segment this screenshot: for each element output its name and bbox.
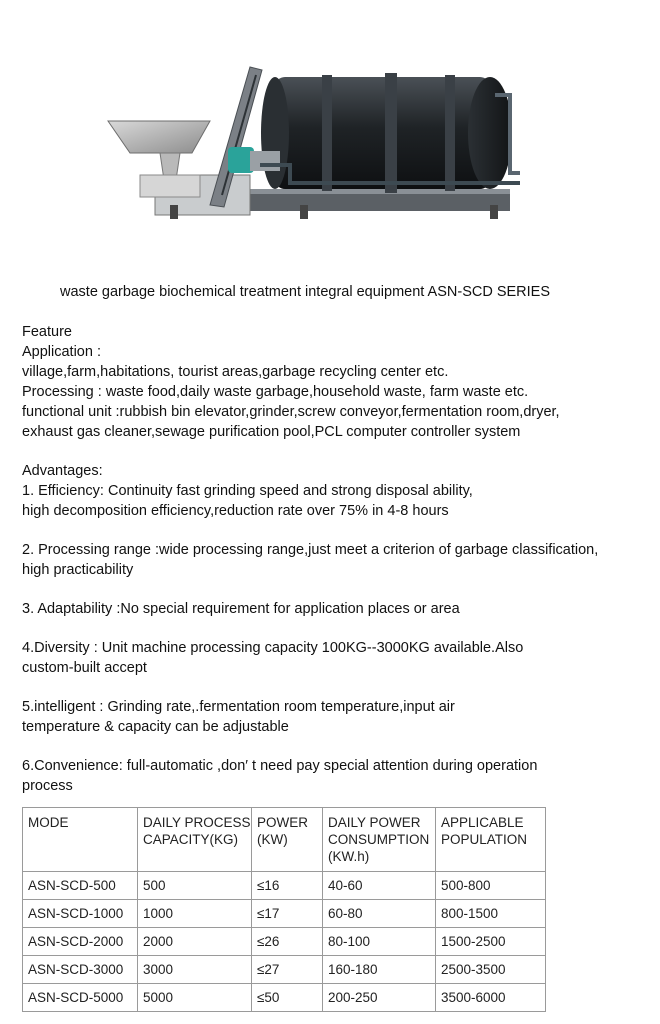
cell-consumption: 80-100 (323, 928, 436, 956)
cell-capacity: 3000 (138, 956, 252, 984)
cell-capacity: 5000 (138, 984, 252, 1012)
cell-population: 800-1500 (436, 900, 546, 928)
cell-population: 3500-6000 (436, 984, 546, 1012)
header-applicable-population: APPLICABLE POPULATION (436, 808, 546, 872)
cell-power: ≤27 (252, 956, 323, 984)
advantage-1-line-2: high decomposition efficiency,reduction rate over 75% in 4-8 hours (22, 503, 449, 519)
cell-capacity: 500 (138, 872, 252, 900)
fermentation-tank (275, 77, 490, 189)
application-heading: Application : (22, 344, 101, 360)
equipment-illustration (100, 55, 530, 220)
header-mode: MODE (23, 808, 138, 872)
cell-mode: ASN-SCD-3000 (23, 956, 138, 984)
table-row (23, 984, 546, 1012)
advantage-4-line-1: 4.Diversity : Unit machine processing capacity 100KG--3000KG available.Also (22, 640, 524, 656)
advantages-heading: Advantages: (22, 463, 103, 479)
product-caption: waste garbage biochemical treatment integral equipment ASN-SCD SERIES (60, 284, 551, 300)
cell-mode: ASN-SCD-5000 (23, 984, 138, 1012)
application-places: village,farm,habitations, tourist areas,garbage recycling center etc. (22, 364, 449, 380)
spec-table-header-row (23, 808, 546, 872)
cell-consumption: 200-250 (323, 984, 436, 1012)
cell-population: 2500-3500 (436, 956, 546, 984)
cell-mode: ASN-SCD-2000 (23, 928, 138, 956)
advantage-1-line-1: 1. Efficiency: Continuity fast grinding speed and strong disposal ability, (22, 483, 473, 499)
table-row (23, 872, 546, 900)
feature-heading: Feature (22, 324, 72, 340)
advantage-2-line-2: high practicability (22, 562, 134, 578)
functional-unit-line-2: exhaust gas cleaner,sewage purification pool,PCL computer controller system (22, 424, 521, 440)
cell-power: ≤16 (252, 872, 323, 900)
advantage-2-line-1: 2. Processing range :wide processing range,just meet a criterion of garbage classification, (22, 542, 599, 558)
cell-power: ≤17 (252, 900, 323, 928)
advantage-3: 3. Adaptability :No special requirement for application places or area (22, 601, 460, 617)
header-power: POWER (KW) (252, 808, 323, 872)
advantage-4-line-2: custom-built accept (22, 660, 147, 676)
cell-power: ≤50 (252, 984, 323, 1012)
processing-line: Processing : waste food,daily waste garbage,household waste, farm waste etc. (22, 384, 529, 400)
advantage-5-line-2: temperature & capacity can be adjustable (22, 719, 289, 735)
functional-unit-line-1: functional unit :rubbish bin elevator,grinder,screw conveyor,fermentation room,dryer, (22, 404, 560, 420)
cell-capacity: 2000 (138, 928, 252, 956)
cell-mode: ASN-SCD-500 (23, 872, 138, 900)
cell-population: 1500-2500 (436, 928, 546, 956)
advantage-6-line-1: 6.Convenience: full-automatic ,don′ t need pay special attention during operation (22, 758, 538, 774)
spec-table (22, 807, 546, 1012)
header-daily-process-capacity: DAILY PROCESS CAPACITY(KG) (138, 808, 252, 872)
feature-description (22, 322, 652, 796)
advantage-6-line-2: process (22, 778, 73, 794)
cell-consumption: 40-60 (323, 872, 436, 900)
cell-consumption: 160-180 (323, 956, 436, 984)
cell-consumption: 60-80 (323, 900, 436, 928)
cell-capacity: 1000 (138, 900, 252, 928)
cell-power: ≤26 (252, 928, 323, 956)
table-row (23, 900, 546, 928)
cell-population: 500-800 (436, 872, 546, 900)
grinder-hopper (108, 121, 210, 153)
table-row (23, 928, 546, 956)
cell-mode: ASN-SCD-1000 (23, 900, 138, 928)
header-daily-power-consumption: DAILY POWER CONSUMPTION (KW.h) (323, 808, 436, 872)
advantage-5-line-1: 5.intelligent : Grinding rate,.fermentation room temperature,input air (22, 699, 455, 715)
table-row (23, 956, 546, 984)
